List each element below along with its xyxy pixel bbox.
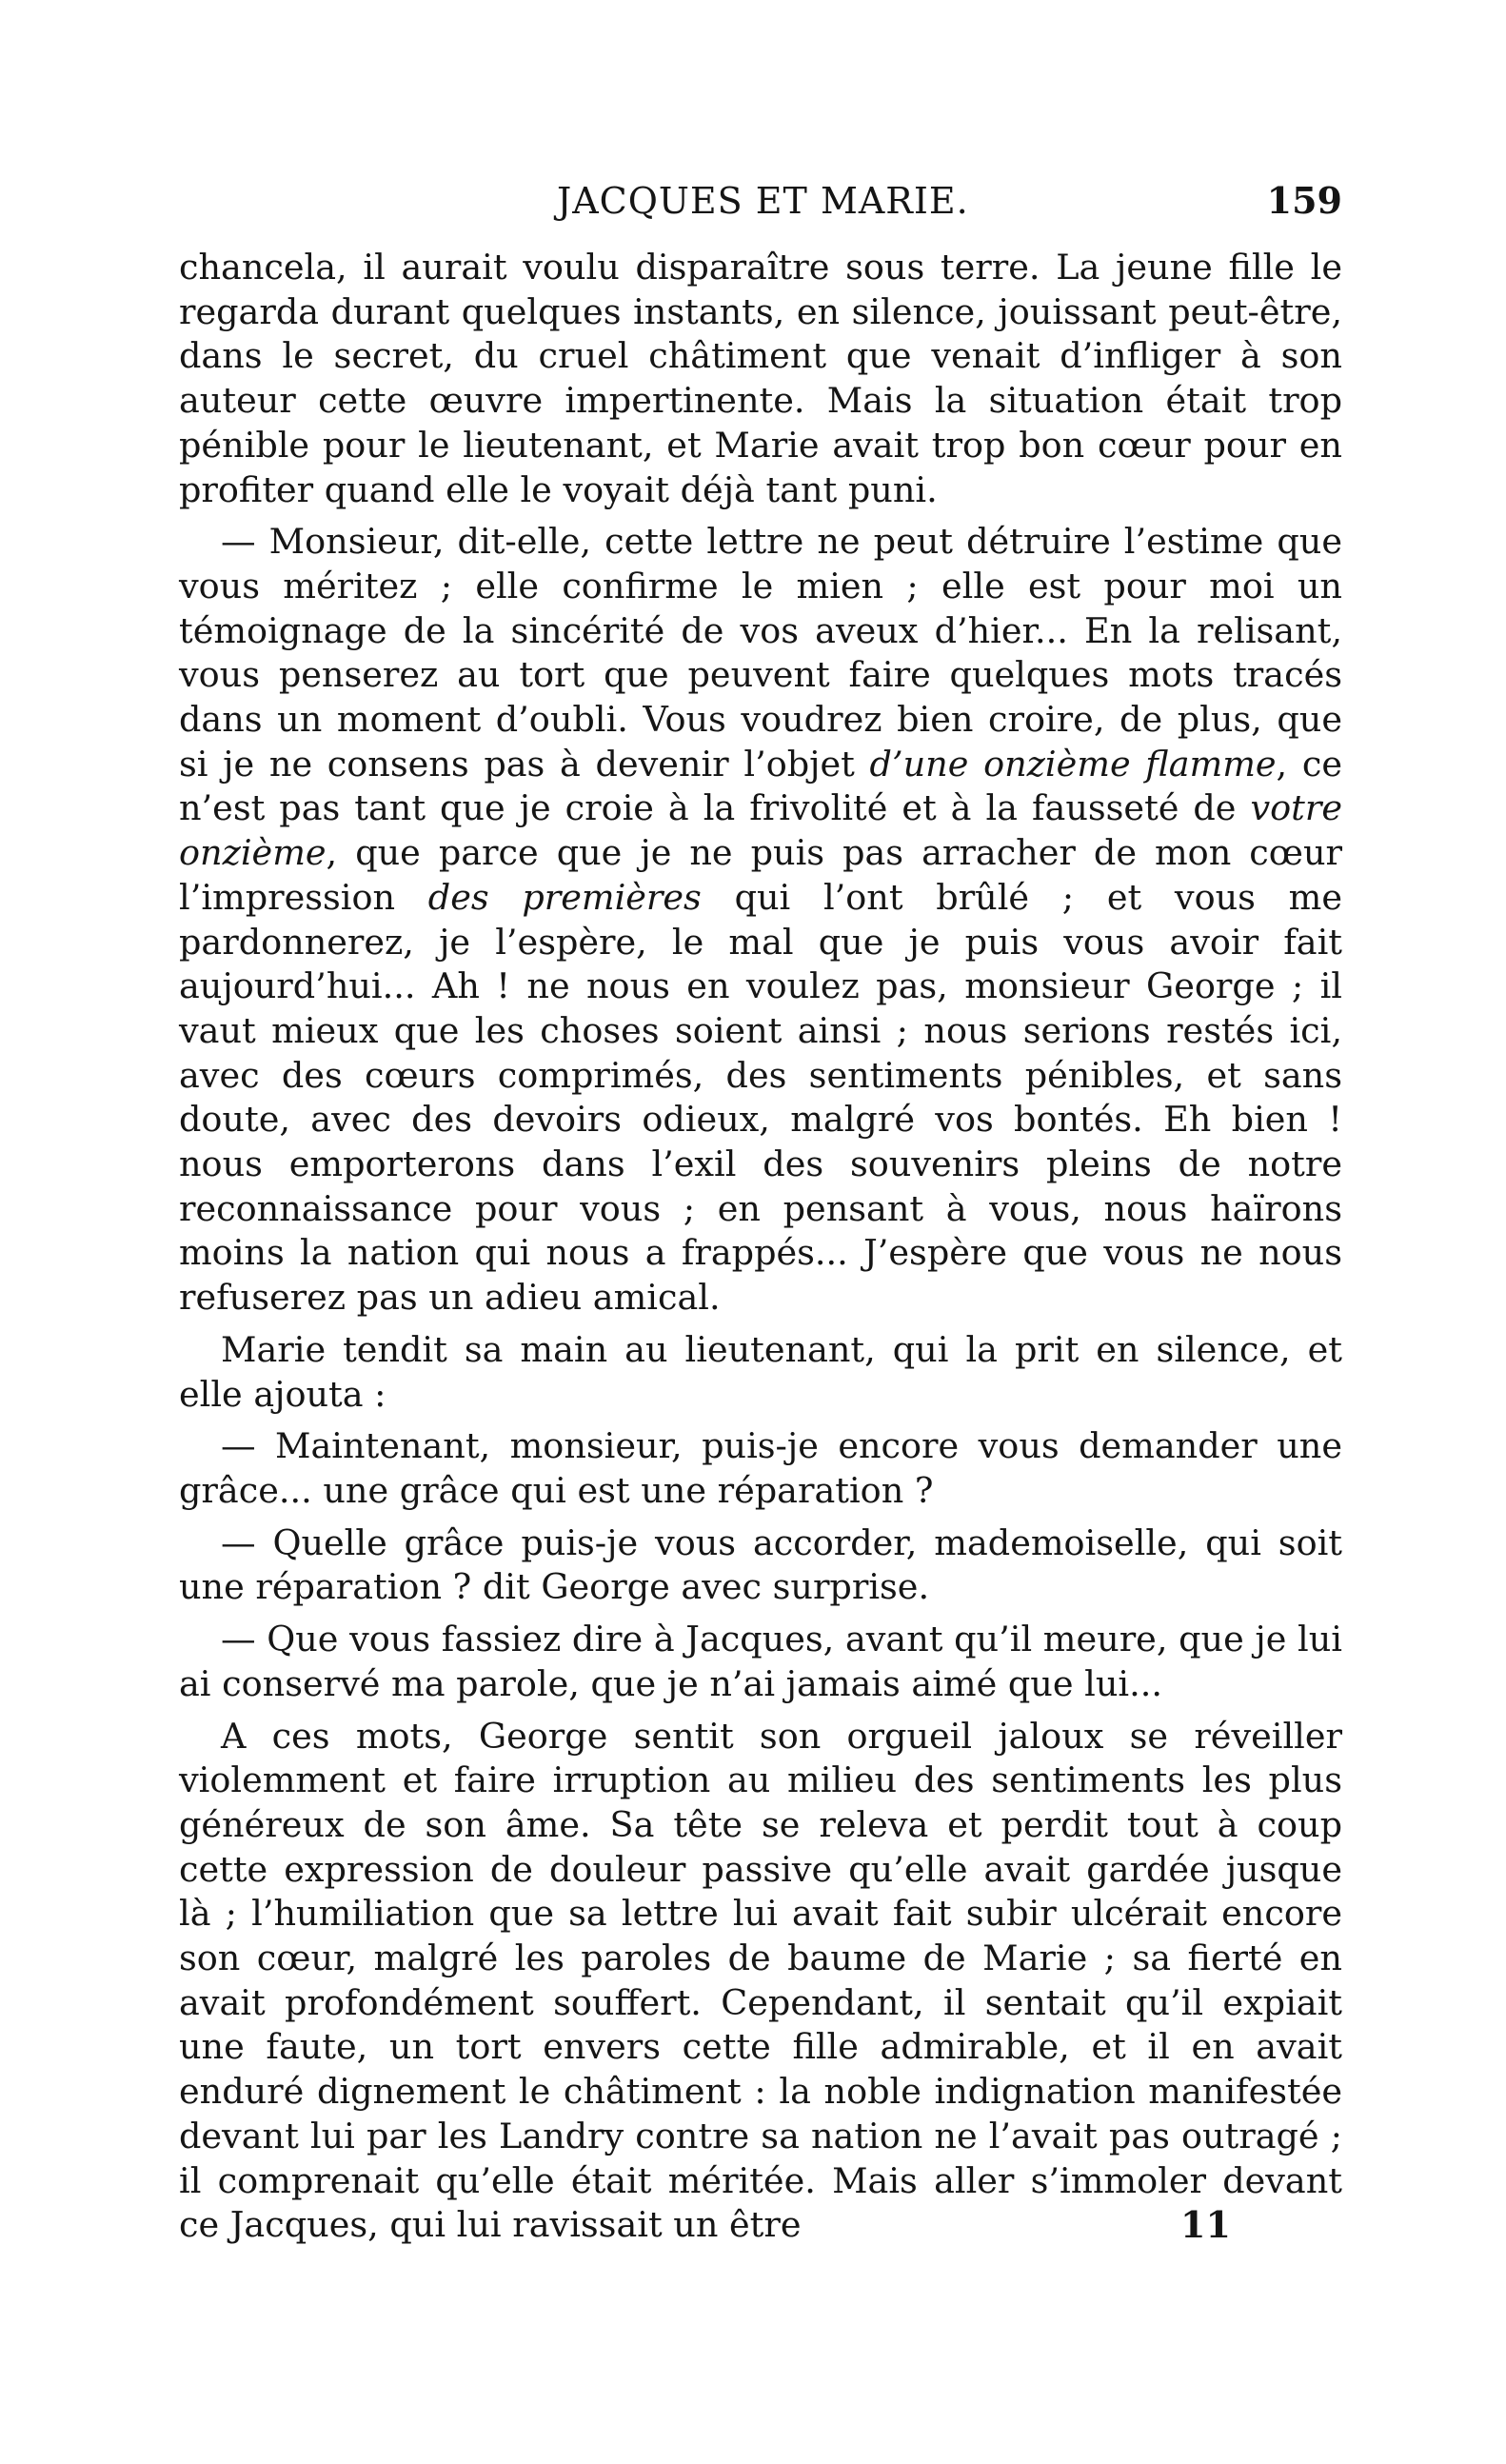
paragraph-4: — Maintenant, monsieur, puis-je encore vous demander une grâce... une grâce qui est une réparation ? <box>179 1425 1342 1511</box>
paragraph-2-part-b: , ce n’est pas tant que je croie à la frivolité et à la fausseté de <box>179 743 1343 829</box>
page-header <box>162 177 1342 225</box>
paragraph-6: — Que vous fassiez dire à Jacques, avant qu’il meure, que je lui ai conservé ma parole, que je n’ai jamais aimé que lui... <box>179 1619 1342 1704</box>
running-title: JACQUES ET MARIE. <box>557 180 969 222</box>
italic-phrase-1: d’une onzième flamme <box>869 743 1277 785</box>
italic-phrase-3: des premières <box>427 876 702 918</box>
paragraph-2-part-c: , que parce que je ne puis pas arracher de mon cœur l’impression <box>179 832 1342 918</box>
paragraph-3: Marie tendit sa main au lieutenant, qui la prit en silence, et elle ajouta : <box>179 1328 1342 1415</box>
paragraph-2-part-d: qui l’ont brûlé ; et vous me pardonnerez, je l’espère, le mal que je puis vous avoir fait aujourd’hui... Ah ! ne nous en voulez pas, monsieur George ; il vaut mieux que les choses soient ainsi ; nous serions restés ici, avec des cœurs comprimés, des sentiments pénibles, et sans doute, avec des devoirs odieux, malgré vos bontés. Eh bien ! nous emporterons dans l’exil des souvenirs pleins de notre reconnaissance pour vous ; en pensant à vous, nous haïrons moins la nation qui nous a frappés... J’espère que vous ne nous refuserez pas un adieu amical. <box>179 876 1342 1319</box>
signature-mark: 11 <box>1180 2203 1231 2246</box>
paragraph-7: A ces mots, George sentit son orgueil jaloux se réveiller violemment et faire irruption au milieu des sentiments les plus généreux de son âme. Sa tête se releva et perdit tout à coup cette expression de douleur passive qu’elle avait gardée jusque là ; l’humiliation que sa lettre lui avait fait subir ulcérait encore son cœur, malgré les paroles de baume de Marie ; sa fierté en avait profondément souffert. Cependant, il sentait qu’il expiait une faute, un tort envers cette fille admirable, et il en avait enduré dignement le châtiment : la noble indignation manifestée devant lui par les Landry contre sa nation ne l’avait pas outragé ; il comprenait qu’elle était méritée. Mais aller s’immoler devant ce Jacques, qui lui ravissait un être <box>179 1715 1342 2246</box>
page-number: 159 <box>1266 179 1342 222</box>
paragraph-2 <box>179 520 1342 1321</box>
paragraph-2-part-a: — Monsieur, dit-elle, cette lettre ne peut détruire l’estime que vous méritez ; elle confirme le mien ; elle est pour moi un témoignage de la sincérité de vos aveux d’hier... En la relisant, vous penserez au tort que peuvent faire quelques mots tracés dans un moment d’oubli. Vous voudrez bien croire, de plus, que si je ne consens pas à devenir l’objet <box>179 521 1342 785</box>
italic-phrase-2: votre onzième <box>179 787 1342 874</box>
paragraph-5: — Quelle grâce puis-je vous accorder, mademoiselle, qui soit une réparation ? dit George avec surprise. <box>179 1521 1342 1608</box>
page-body <box>179 246 1343 2246</box>
paragraph-1: chancela, il aurait voulu disparaître sous terre. La jeune fille le regarda durant quelques instants, en silence, jouissant peut-être, dans le secret, du cruel châtiment que venait d’infliger à son auteur cette œuvre impertinente. Mais la situation était trop pénible pour le lieutenant, et Marie avait trop bon cœur pour en profiter quand elle le voyait déjà tant puni. <box>179 247 1342 510</box>
